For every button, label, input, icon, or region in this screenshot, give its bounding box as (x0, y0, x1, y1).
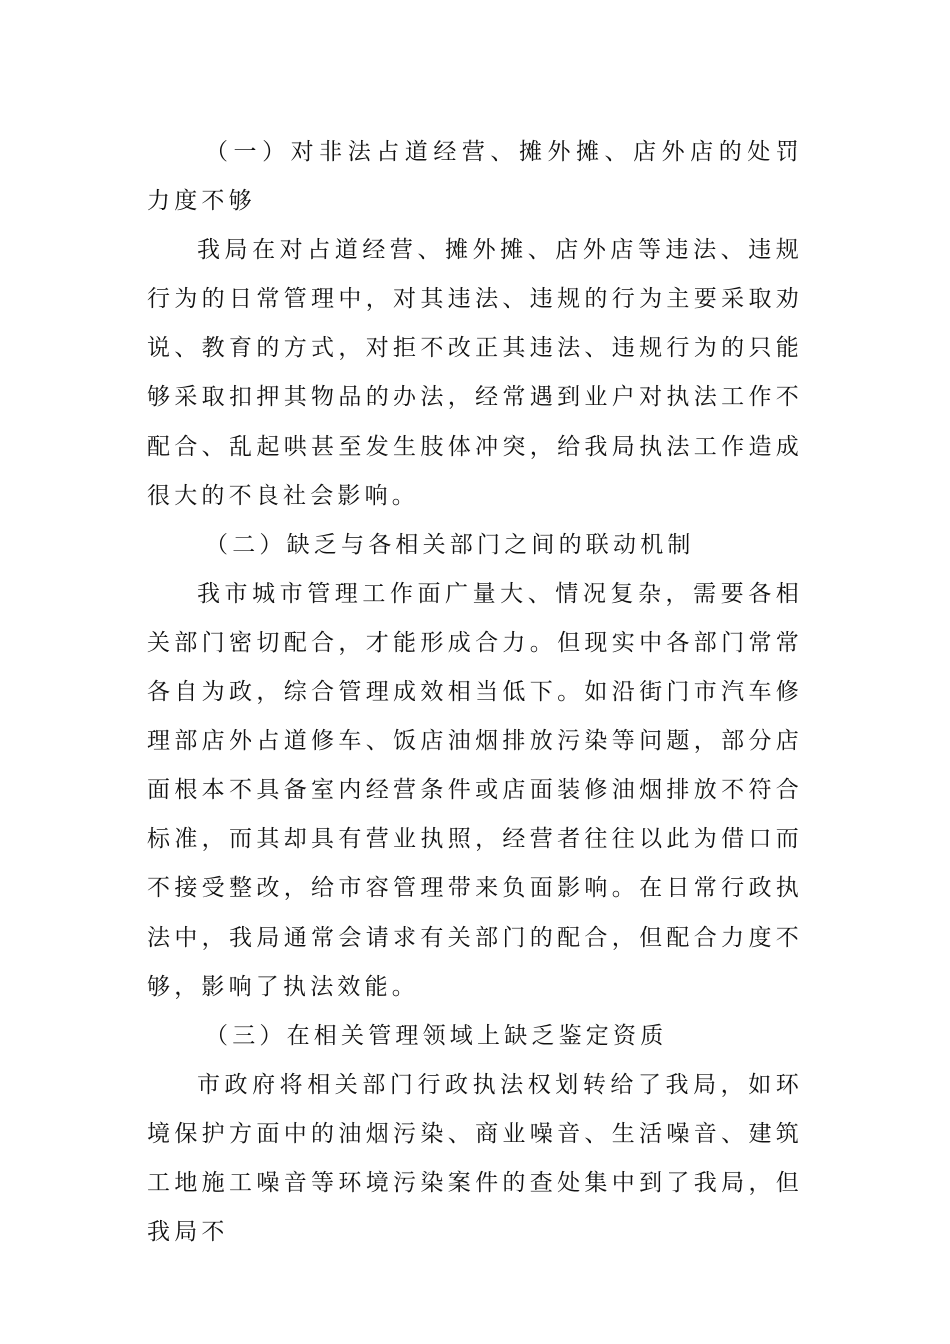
section-paragraph-2: 我市城市管理工作面广量大、情况复杂，需要各相关部门密切配合，才能形成合力。但现实中各部门常常各自为政，综合管理成效相当低下。如沿街门市汽车修理部店外占道修车、饭店油烟排放污染等问题，部分店面根本不具备室内经营条件或店面装修油烟排放不符合标准，而其却具有营业执照，经营者往往以此为借口而不接受整改，给市容管理带来负面影响。在日常行政执法中，我局通常会请求有关部门的配合，但配合力度不够，影响了执法效能。 (147, 580, 803, 1000)
section-paragraph-3: 市政府将相关部门行政执法权划转给了我局，如环境保护方面中的油烟污染、商业噪音、生活噪音、建筑工地施工噪音等环境污染案件的查处集中到了我局，但我局不 (147, 1071, 803, 1246)
document-body (147, 128, 803, 1257)
section-heading-1: （一）对非法占道经营、摊外摊、店外店的处罚力度不够 (147, 139, 803, 215)
section-paragraph-1: 我局在对占道经营、摊外摊、店外店等违法、违规行为的日常管理中，对其违法、违规的行为主要采取劝说、教育的方式，对拒不改正其违法、违规行为的只能够采取扣押其物品的办法，经常遇到业户对执法工作不配合、乱起哄甚至发生肢体冲突，给我局执法工作造成很大的不良社会影响。 (147, 237, 803, 509)
section-heading-2: （二）缺乏与各相关部门之间的联动机制 (205, 531, 695, 558)
section-heading-3: （三）在相关管理领域上缺乏鉴定资质 (205, 1022, 668, 1049)
